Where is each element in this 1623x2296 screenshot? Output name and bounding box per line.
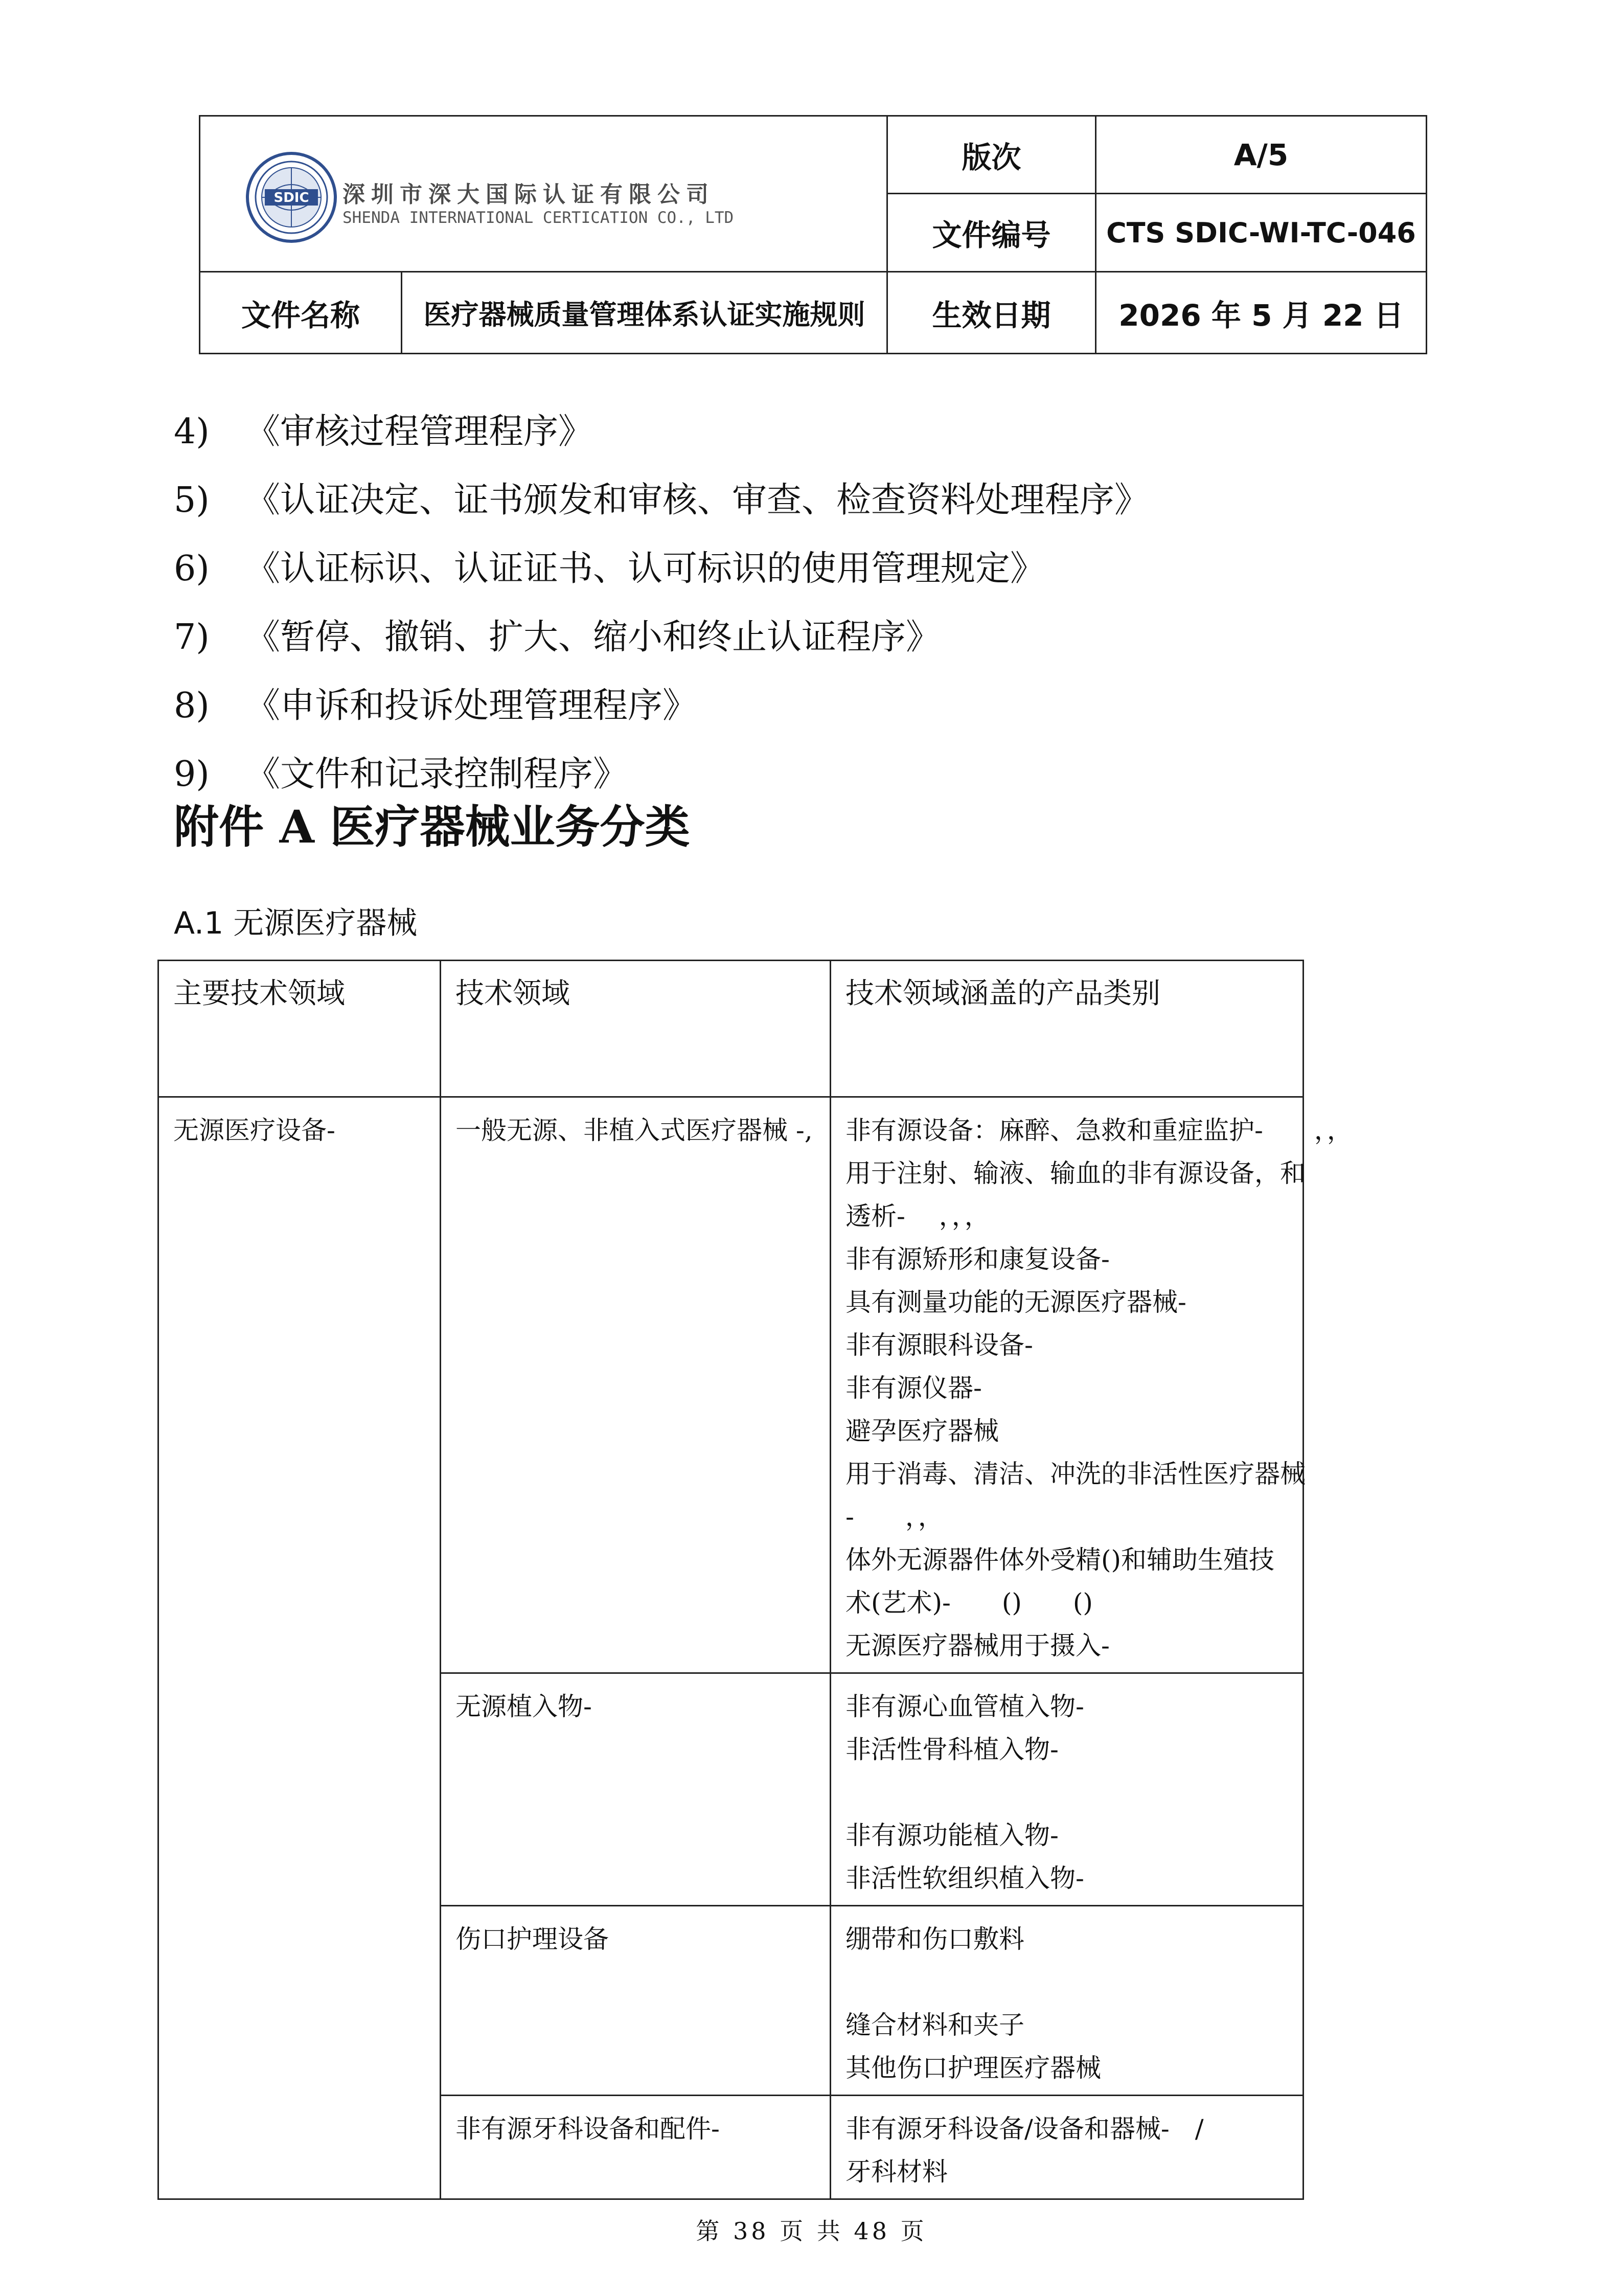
effective-date-label: 生效日期 [887, 272, 1096, 354]
reference-list [174, 406, 1149, 817]
doc-name-value: 医疗器械质量管理体系认证实施规则 [402, 272, 887, 354]
version-value: A/5 [1096, 116, 1427, 194]
company-logo-cell [200, 116, 887, 272]
classification-table [157, 960, 1353, 2200]
products-cell: 非有源牙科设备/设备和器械- / 牙科材料 [831, 2096, 1304, 2199]
list-item: 9) 《文件和记录控制程序》 [174, 754, 628, 794]
page-footer: 第 38 页 共 48 页 [696, 2217, 927, 2245]
company-name-cn: 深圳市深大国际认证有限公司 [342, 181, 715, 208]
products-cell: 非有源设备：麻醉、急救和重症监护- ，， 用于注射、输液、输血的非有源设备，和 透析- ，，， 非有源矫形和康复设备- 具有测量功能的无源医疗器械- 非有源眼科设备- 非有源仪器- 避孕医疗器械 用于消毒、清洁、冲洗的非活性医疗器械 - ，， 体外无源器件体外受精()和辅助生殖技 术(艺术)- () () 无源医疗器械用于摄入- [831, 1097, 1304, 1673]
area-cell: 一般无源、非植入式医疗器械 -, [441, 1097, 831, 1673]
effective-date-value: 2026 年 5 月 22 日 [1096, 272, 1427, 354]
products-cell: 绷带和伤口敷料 缝合材料和夹子 其他伤口护理医疗器械 [831, 1906, 1304, 2096]
section-title: A.1 无源医疗器械 [174, 905, 418, 941]
area-cell: 非有源牙科设备和配件- [441, 2096, 831, 2199]
company-seal-icon [245, 151, 337, 243]
document-header-table [199, 115, 1427, 354]
main-area-cell: 无源医疗设备- [158, 1097, 441, 2199]
products-cell: 非有源心血管植入物- 非活性骨科植入物- 非有源功能植入物- 非活性软组织植入物- [831, 1673, 1304, 1906]
appendix-title: 附件 A 医疗器械业务分类 [174, 800, 690, 853]
company-logo [245, 151, 951, 243]
list-item: 4) 《审核过程管理程序》 [174, 412, 593, 452]
list-item: 5) 《认证决定、证书颁发和审核、审查、检查资料处理程序》 [174, 480, 1150, 520]
list-item: 7) 《暂停、撤销、扩大、缩小和终止认证程序》 [174, 617, 941, 657]
doc-name-label: 文件名称 [200, 272, 402, 354]
table-row [158, 1097, 1304, 1673]
company-name-en: SHENDA INTERNATIONAL CERTICATION CO., LTD [342, 209, 734, 227]
column-header: 技术领域涵盖的产品类别 [831, 961, 1304, 1097]
table-header-row [158, 961, 1304, 1097]
doc-number-value: CTS SDIC-WI-TC-046 [1096, 194, 1427, 272]
column-header: 技术领域 [441, 961, 831, 1097]
area-cell: 无源植入物- [441, 1673, 831, 1906]
area-cell: 伤口护理设备 [441, 1906, 831, 2096]
list-item: 8) 《申诉和投诉处理管理程序》 [174, 686, 698, 726]
doc-number-label: 文件编号 [887, 194, 1096, 272]
seal-text: SDIC [273, 190, 309, 206]
column-header: 主要技术领域 [158, 961, 441, 1097]
version-label: 版次 [887, 116, 1096, 194]
list-item: 6) 《认证标识、认证证书、认可标识的使用管理规定》 [174, 549, 1045, 589]
